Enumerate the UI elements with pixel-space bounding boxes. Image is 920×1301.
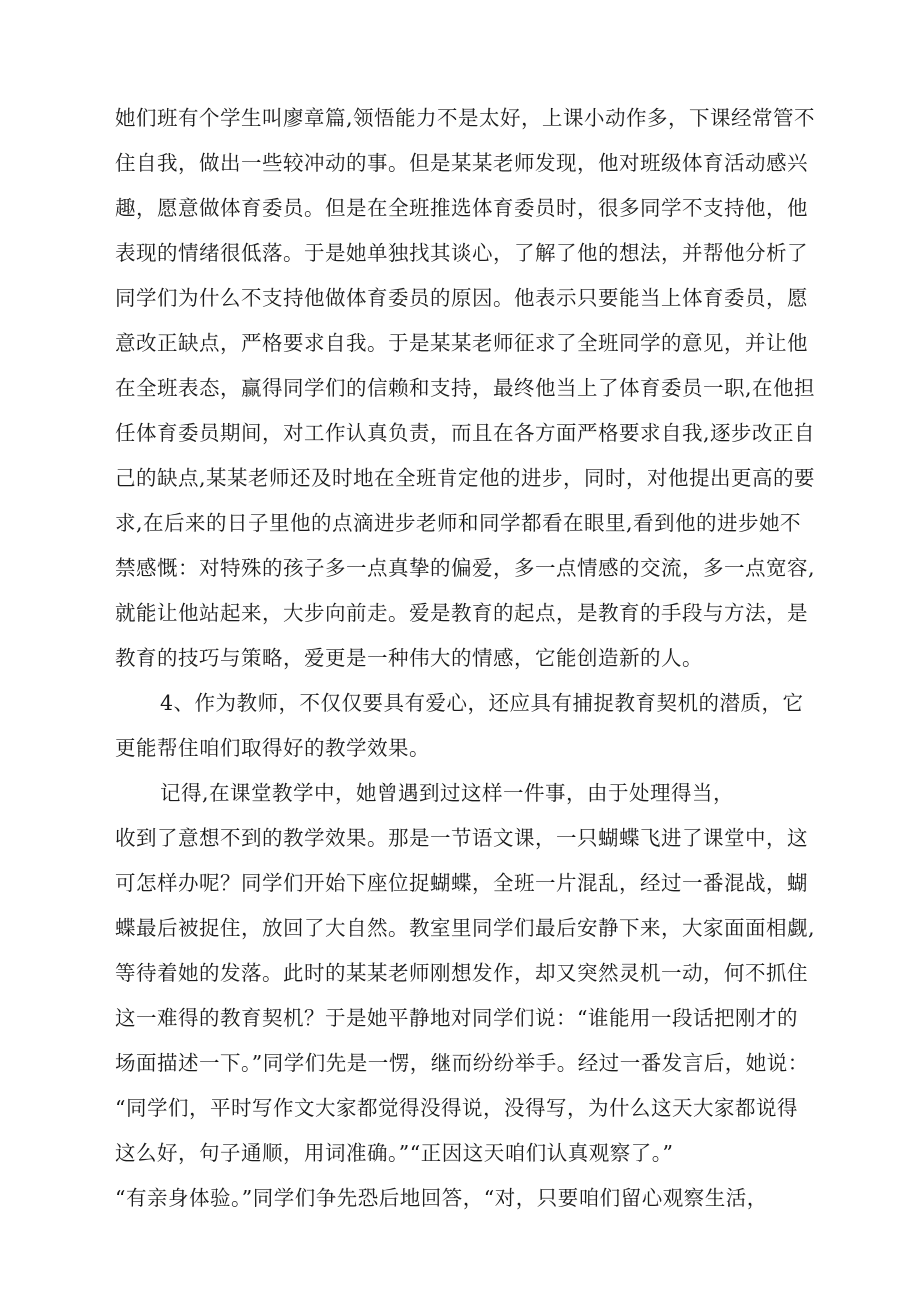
text-line: 可怎样办呢？同学们开始下座位捉蝴蝶，全班一片混乱，经过一番混战，蝴 bbox=[115, 871, 808, 895]
text-line: 收到了意想不到的教学效果。那是一节语文课，一只蝴蝶飞进了课堂中，这 bbox=[115, 826, 808, 850]
text-line: 就能让他站起来，大步向前走。爱是教育的起点，是教育的手段与方法，是 bbox=[115, 601, 808, 625]
text-line: 己的缺点,某某老师还及时地在全班肯定他的进步，同时，对他提出更高的要 bbox=[115, 466, 816, 490]
text-line: “有亲身体验。”同学们争先恐后地回答，“对，只要咱们留心观察生活， bbox=[115, 1186, 768, 1210]
text-line: 这么好，句子通顺，用词准确。”“正因这天咱们认真观察了。” bbox=[115, 1141, 674, 1165]
text-line: 意改正缺点，严格要求自我。于是某某老师征求了全班同学的意见，并让他 bbox=[115, 331, 808, 355]
text-line: 在全班表态，赢得同学们的信赖和支持，最终他当上了体育委员一职,在他担 bbox=[115, 376, 816, 400]
text-line: 蝶最后被捉住，放回了大自然。教室里同学们最后安静下来，大家面面相觑, bbox=[115, 916, 816, 940]
numbered-point-line: 4、作为教师，不仅仅要具有爱心，还应具有捕捉教育契机的潜质，它 bbox=[160, 691, 804, 715]
text-line: 任体育委员期间，对工作认真负责，而且在各方面严格要求自我,逐步改正自 bbox=[115, 421, 816, 445]
text-line: 趣，愿意做体育委员。但是在全班推选体育委员时，很多同学不支持他，他 bbox=[115, 196, 808, 220]
text-line: 求,在后来的日子里他的点滴进步老师和同学都看在眼里,看到他的进步她不 bbox=[115, 511, 802, 535]
text-line: 表现的情绪很低落。于是她单独找其谈心，了解了他的想法，并帮他分析了 bbox=[115, 241, 808, 265]
text-line: 场面描述一下。”同学们先是一愣，继而纷纷举手。经过一番发言后，她说： bbox=[115, 1051, 809, 1075]
text-line: 这一难得的教育契机？于是她平静地对同学们说：“谁能用一段话把刚才的 bbox=[115, 1006, 798, 1030]
text-line: 教育的技巧与策略，爱更是一种伟大的情感，它能创造新的人。 bbox=[115, 646, 703, 670]
text-line: “同学们，平时写作文大家都觉得没得说，没得写，为什么这天大家都说得 bbox=[115, 1096, 798, 1120]
text-line: 住自我，做出一些较冲动的事。但是某某老师发现，他对班级体育活动感兴 bbox=[115, 151, 808, 175]
text-line: 禁感慨：对特殊的孩子多一点真挚的偏爱，多一点情感的交流，多一点宽容, bbox=[115, 556, 816, 580]
text-line: 她们班有个学生叫廖章篇,领悟能力不是太好，上课小动作多，下课经常管不 bbox=[115, 106, 816, 130]
text-line: 更能帮住咱们取得好的教学效果。 bbox=[115, 736, 430, 760]
text-line: 同学们为什么不支持他做体育委员的原因。他表示只要能当上体育委员，愿 bbox=[115, 286, 808, 310]
paragraph-start-line: 记得,在课堂教学中，她曾遇到过这样一件事，由于处理得当， bbox=[160, 781, 735, 805]
text-line: 等待着她的发落。此时的某某老师刚想发作，却又突然灵机一动，何不抓住 bbox=[115, 961, 808, 985]
